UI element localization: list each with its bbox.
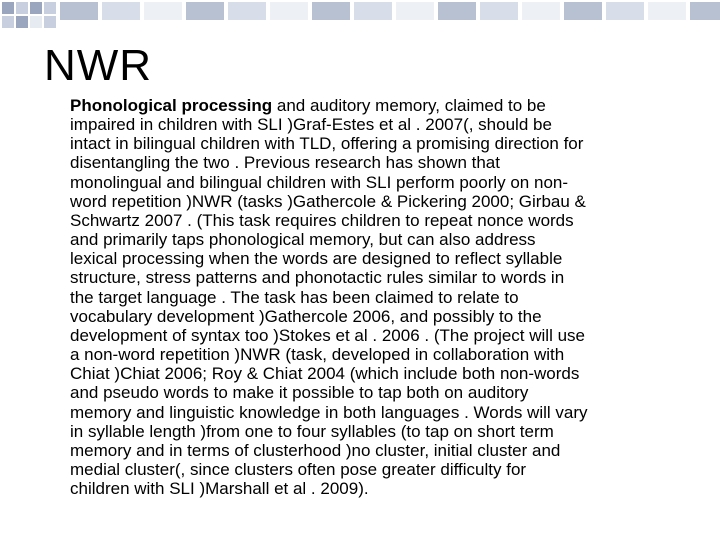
decoration-block [270,2,308,20]
decoration-block [480,2,518,20]
paragraph-line: medial cluster(, since clusters often pose greater difficulty for [70,459,527,479]
paragraph-line: children with SLI )Marshall et al . 2009). [70,479,369,499]
bold-lead-text: Phonological processing [70,96,273,115]
decoration-block [60,2,98,20]
slide-title: NWR [44,41,153,90]
paragraph-line: and primarily taps phonological memory, but can also address [70,230,536,250]
decoration-block [144,2,182,20]
paragraph-line: impaired in children with SLI )Graf-Estes et al . 2007(, should be [70,115,552,135]
decoration-block [648,2,686,20]
paragraph-line-1 [70,96,695,115]
decoration-block [186,2,224,20]
decoration-block [438,2,476,20]
decoration-block [44,16,56,28]
paragraph-line: intact in bilingual children with TLD, offering a promising direction for [70,134,584,154]
body-paragraph [70,96,695,498]
paragraph-line: memory and in terms of clusterhood )no cluster, initial cluster and [70,440,561,460]
decoration-block [30,2,42,14]
decoration-block [606,2,644,20]
first-line-text: and auditory memory, claimed to be [272,96,546,115]
decoration-block [228,2,266,20]
decoration-block [102,2,140,20]
paragraph-line: memory and linguistic knowledge in both languages . Words will vary [70,402,588,422]
paragraph-line: Schwartz 2007 . (This task requires children to repeat nonce words [70,210,574,230]
paragraph-line: development of syntax too )Stokes et al . 2006 . (The project will use [70,325,585,345]
paragraph-line: in syllable length )from one to four syllables (to tap on short term [70,421,554,441]
decoration-block [522,2,560,20]
decoration-block [44,2,56,14]
paragraph-line: Chiat )Chiat 2006; Roy & Chiat 2004 (which include both non-words [70,364,580,384]
paragraph-line: monolingual and bilingual children with SLI perform poorly on non- [70,172,569,192]
decoration-block [564,2,602,20]
decoration-block [30,16,42,28]
decoration-block [354,2,392,20]
decoration-block [312,2,350,20]
header-decoration [0,0,720,40]
paragraph-line: lexical processing when the words are designed to reflect syllable [70,249,563,269]
decoration-block [16,16,28,28]
paragraph-line: disentangling the two . Previous research has shown that [70,153,500,173]
paragraph-line: and pseudo words to make it possible to tap both on auditory [70,383,529,403]
paragraph-line: word repetition )NWR (tasks )Gathercole & Pickering 2000; Girbau & [70,191,586,211]
paragraph-line: a non-word repetition )NWR (task, developed in collaboration with [70,345,565,365]
decoration-block [2,2,14,14]
paragraph-line: structure, stress patterns and phonotactic rules similar to words in [70,268,565,288]
decoration-block [16,2,28,14]
decoration-block [2,16,14,28]
paragraph-line: the target language . The task has been claimed to relate to [70,287,519,307]
decoration-block [396,2,434,20]
decoration-block [690,2,720,20]
paragraph-line: vocabulary development )Gathercole 2006, and possibly to the [70,306,542,326]
